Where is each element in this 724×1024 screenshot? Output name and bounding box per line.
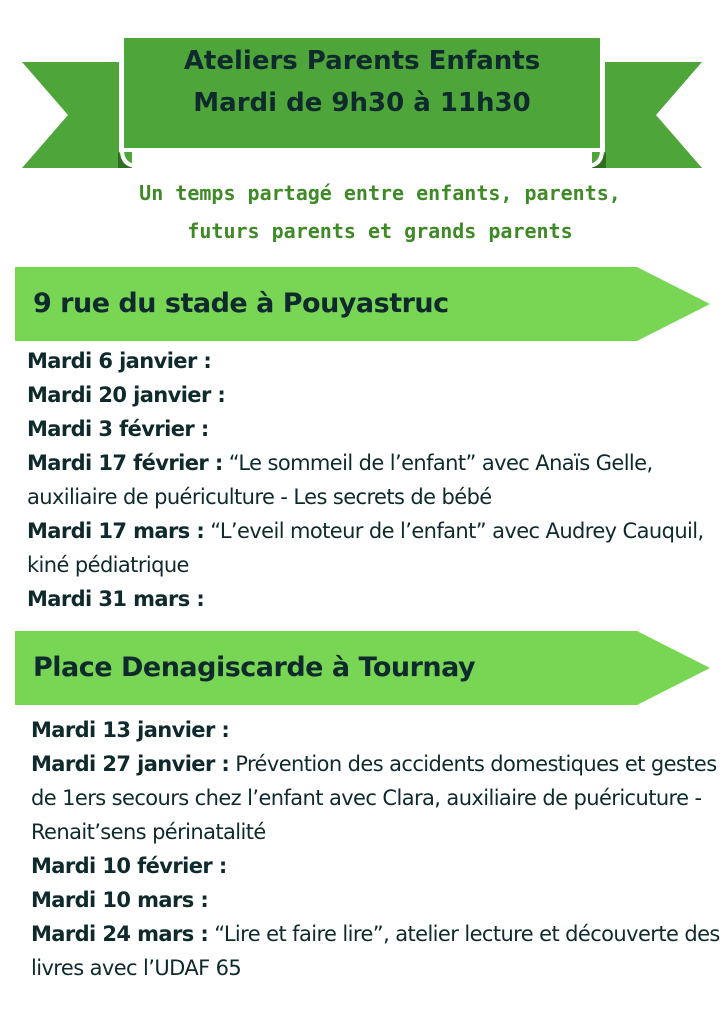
session-list-tournay bbox=[31, 713, 721, 985]
session-date: Mardi 10 février : bbox=[31, 854, 227, 878]
banner-title-line1: Ateliers Parents Enfants bbox=[183, 46, 541, 76]
session-description: Prévention des accidents domestiques et gestes de 1ers secours chez l’enfant avec Clara, auxiliaire de puéricuture - Renait’sens périnatalité bbox=[31, 752, 717, 844]
session-item bbox=[27, 582, 717, 616]
session-date: Mardi 10 mars : bbox=[31, 888, 209, 912]
session-item bbox=[31, 713, 721, 747]
session-item bbox=[31, 883, 721, 917]
banner-title bbox=[122, 40, 602, 124]
title-ribbon bbox=[0, 0, 724, 175]
session-description: “Le sommeil de l’enfant” avec Anaïs Gelle, auxiliaire de puériculture - Les secrets de bébé bbox=[27, 451, 653, 509]
session-item bbox=[31, 849, 721, 883]
session-item bbox=[27, 412, 717, 446]
location-header-tournay bbox=[15, 631, 710, 705]
session-date: Mardi 13 janvier : bbox=[31, 718, 230, 742]
session-item bbox=[27, 446, 717, 514]
session-item bbox=[27, 514, 717, 582]
session-description: “Lire et faire lire”, atelier lecture et découverte des livres avec l’UDAF 65 bbox=[31, 922, 720, 980]
session-item bbox=[31, 917, 721, 985]
session-date: Mardi 20 janvier : bbox=[27, 383, 226, 407]
session-date: Mardi 31 mars : bbox=[27, 587, 205, 611]
session-date: Mardi 17 mars : bbox=[27, 519, 205, 543]
location-title: Place Denagiscarde à Tournay bbox=[33, 652, 476, 683]
session-list-pouyastruc bbox=[27, 344, 717, 616]
subtitle-line2: futurs parents et grands parents bbox=[187, 219, 573, 243]
session-date: Mardi 17 février : bbox=[27, 451, 223, 475]
session-date: Mardi 27 janvier : bbox=[31, 752, 230, 776]
session-description: “L’eveil moteur de l’enfant” avec Audrey Cauquil, kiné pédiatrique bbox=[27, 519, 704, 577]
session-item bbox=[31, 747, 721, 849]
session-date: Mardi 24 mars : bbox=[31, 922, 209, 946]
location-header-pouyastruc bbox=[15, 267, 710, 341]
banner-title-line2: Mardi de 9h30 à 11h30 bbox=[193, 88, 531, 118]
session-item bbox=[27, 378, 717, 412]
location-title: 9 rue du stade à Pouyastruc bbox=[33, 288, 449, 319]
session-item bbox=[27, 344, 717, 378]
subtitle-line1: Un temps partagé entre enfants, parents, bbox=[139, 181, 621, 205]
session-date: Mardi 6 janvier : bbox=[27, 349, 212, 373]
session-date: Mardi 3 février : bbox=[27, 417, 209, 441]
